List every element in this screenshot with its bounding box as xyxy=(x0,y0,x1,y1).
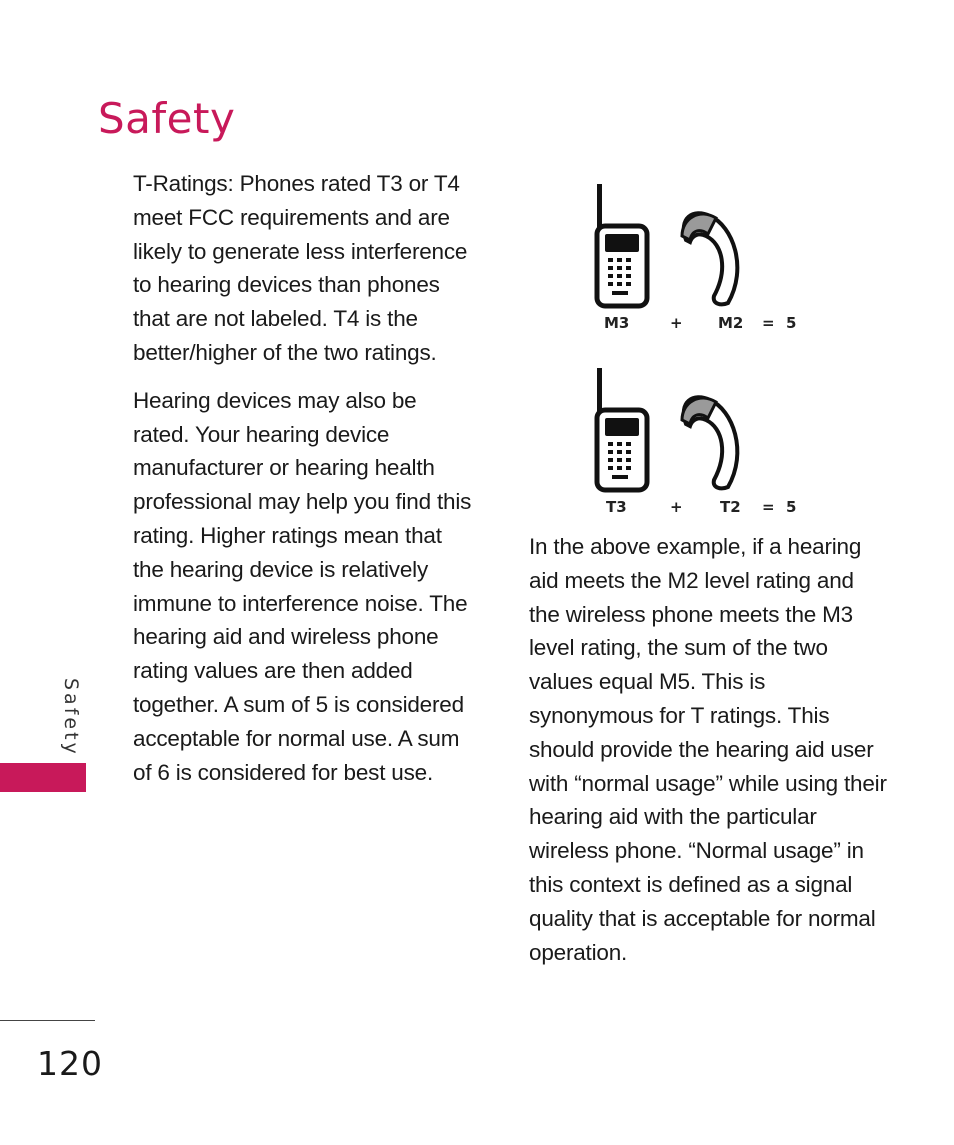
phone-rating-label: M3 xyxy=(604,314,630,332)
aid-rating-label: M2 xyxy=(718,314,744,332)
equals-sign: = xyxy=(762,498,775,516)
section-side-label: Safety xyxy=(60,678,82,757)
page-title: Safety xyxy=(98,94,236,144)
plus-sign: + xyxy=(670,314,683,332)
m-rating-figure xyxy=(588,178,818,343)
t-rating-figure xyxy=(588,362,818,527)
sum-value: 5 xyxy=(786,498,797,516)
footer-divider xyxy=(0,1020,95,1021)
sum-value: 5 xyxy=(786,314,797,332)
paragraph-t-ratings: T-Ratings: Phones rated T3 or T4 meet FCC requirements and are likely to generate less interference to hearing devices than phones that are not labeled. T4 is the better/higher of the two ratings. xyxy=(133,171,468,365)
hearing-aid-icon xyxy=(682,213,737,304)
equals-sign: = xyxy=(762,314,775,332)
section-tab-marker xyxy=(0,763,86,792)
right-column xyxy=(529,530,889,983)
aid-rating-label: T2 xyxy=(720,498,741,516)
phone-rating-label: T3 xyxy=(606,498,627,516)
paragraph-hearing-devices: Hearing devices may also be rated. Your hearing device manufacturer or hearing health professional may help you find this rating. Higher ratings mean that the hearing device is relatively immune to interference noise. The hearing aid and wireless phone rating values are then added together. A sum of 5 is considered acceptable for normal use. A sum of 6 is considered for best use. xyxy=(133,387,472,785)
paragraph-example: In the above example, if a hearing aid meets the M2 level rating and the wireless phone meets the M3 level rating, the sum of the two values equal M5. This is synonymous for T ratings. This should provide the hearing aid user with “normal usage” while using their hearing aid with the particular wireless phone. “Normal usage” in this context is defined as a signal quality that is acceptable for normal operation. xyxy=(529,534,887,965)
page-number: 120 xyxy=(37,1044,103,1083)
phone-plus-hearing-aid-illustration-t xyxy=(588,362,818,497)
phone-icon xyxy=(597,184,647,306)
phone-plus-hearing-aid-illustration-m xyxy=(588,178,818,313)
plus-sign: + xyxy=(670,498,683,516)
phone-icon xyxy=(597,368,647,490)
left-column xyxy=(133,167,478,803)
hearing-aid-icon xyxy=(682,397,737,488)
